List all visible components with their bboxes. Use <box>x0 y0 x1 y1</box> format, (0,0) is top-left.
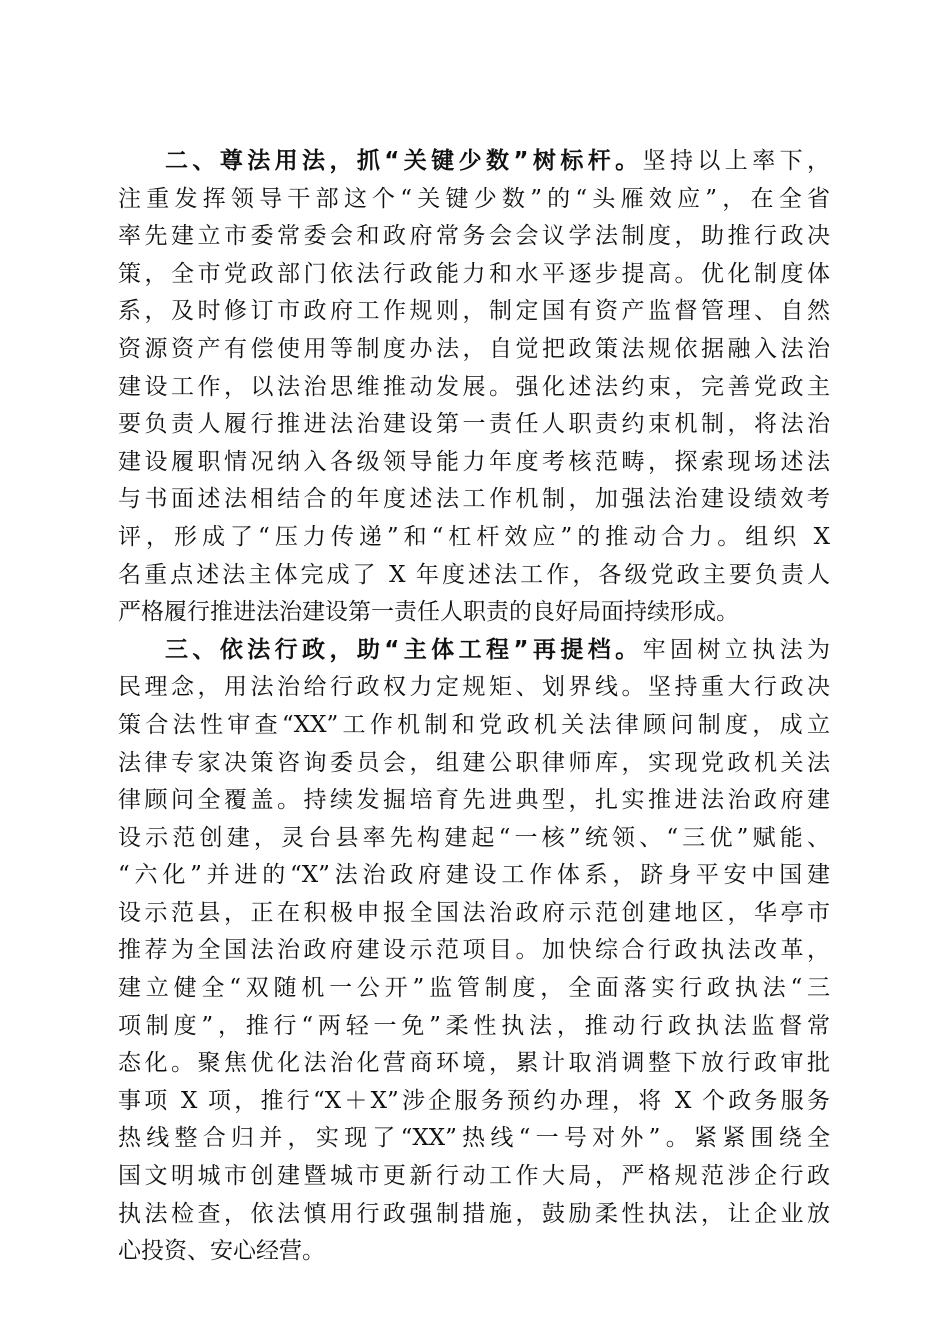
body-line: 律顾问全覆盖。持续发掘培育先进典型，扎实推进法治政府建 <box>118 787 830 814</box>
body-line: 建设工作，以法治思维推动发展。强化述法约束，完善党政主 <box>118 373 830 400</box>
section-heading: 二、尊法用法，抓“关键少数”树标杆。 <box>165 148 643 174</box>
body-line: 法律专家决策咨询委员会，组建公职律师库，实现党政机关法 <box>118 749 830 776</box>
body-line: 严格履行推进法治建设第一责任人职责的良好局面持续形成。 <box>118 599 739 626</box>
body-line: 热线整合归并，实现了“XX”热线“一号对外”。紧紧围绕全 <box>118 1125 830 1152</box>
body-line: 策合法性审查“XX”工作机制和党政机关法律顾问制度，成立 <box>118 711 830 738</box>
body-line: 设示范县，正在积极申报全国法治政府示范创建地区，华亭市 <box>118 899 830 926</box>
body-line: 资源资产有偿使用等制度办法，自觉把政策法规依据融入法治 <box>118 335 830 362</box>
body-line: “六化”并进的“X”法治政府建设工作体系，跻身平安中国建 <box>118 862 830 889</box>
body-line: 评，形成了“压力传递”和“杠杆效应”的推动合力。组织 X <box>118 523 830 550</box>
document-body <box>118 143 830 1271</box>
paragraph-first-line <box>118 143 830 181</box>
body-line: 要负责人履行推进法治建设第一责任人职责约束机制，将法治 <box>118 411 830 438</box>
body-line: 事项 X 项，推行“X＋X”涉企服务预约办理，将 X 个政务服务 <box>118 1087 830 1114</box>
body-line: 建立健全“双随机一公开”监管制度，全面落实行政执法“三 <box>118 975 830 1002</box>
body-line: 民理念，用法治给行政权力定规矩、划界线。坚持重大行政决 <box>118 674 830 701</box>
paragraph-first-line <box>118 632 830 670</box>
body-line: 注重发挥领导干部这个“关键少数”的“头雁效应”，在全省 <box>118 185 830 212</box>
body-line: 与书面述法相结合的年度述法工作机制，加强法治建设绩效考 <box>118 486 830 513</box>
body-line: 名重点述法主体完成了 X 年度述法工作，各级党政主要负责人 <box>118 561 830 588</box>
body-line: 系，及时修订市政府工作规则，制定国有资产监督管理、自然 <box>118 298 830 325</box>
body-line: 项制度”，推行“两轻一免”柔性执法，推动行政执法监督常 <box>118 1012 830 1039</box>
body-line: 心投资、安心经营。 <box>118 1238 325 1265</box>
section-heading: 三、依法行政，助“主体工程”再提档。 <box>165 636 643 663</box>
paragraph-respect-law <box>118 143 830 632</box>
body-line: 设示范创建，灵台县率先构建起“一核”统领、“三优”赋能、 <box>118 824 830 851</box>
paragraph-administration-by-law <box>118 632 830 1271</box>
body-line: 率先建立市委常委会和政府常务会会议学法制度，助推行政决 <box>118 223 830 250</box>
body-line: 态化。聚焦优化法治化营商环境，累计取消调整下放行政审批 <box>118 1050 830 1077</box>
body-line: 建设履职情况纳入各级领导能力年度考核范畴，探索现场述法 <box>118 448 830 475</box>
body-line: 执法检查，依法慎用行政强制措施，鼓励柔性执法，让企业放 <box>118 1200 830 1227</box>
body-text: 坚持以上率下， <box>642 148 831 174</box>
body-line: 国文明城市创建暨城市更新行动工作大局，严格规范涉企行政 <box>118 1163 830 1190</box>
body-text: 牢固树立执法为 <box>642 636 831 663</box>
body-line: 策，全市党政部门依法行政能力和水平逐步提高。优化制度体 <box>118 260 830 287</box>
body-line: 推荐为全国法治政府建设示范项目。加快综合行政执法改革， <box>118 937 830 964</box>
